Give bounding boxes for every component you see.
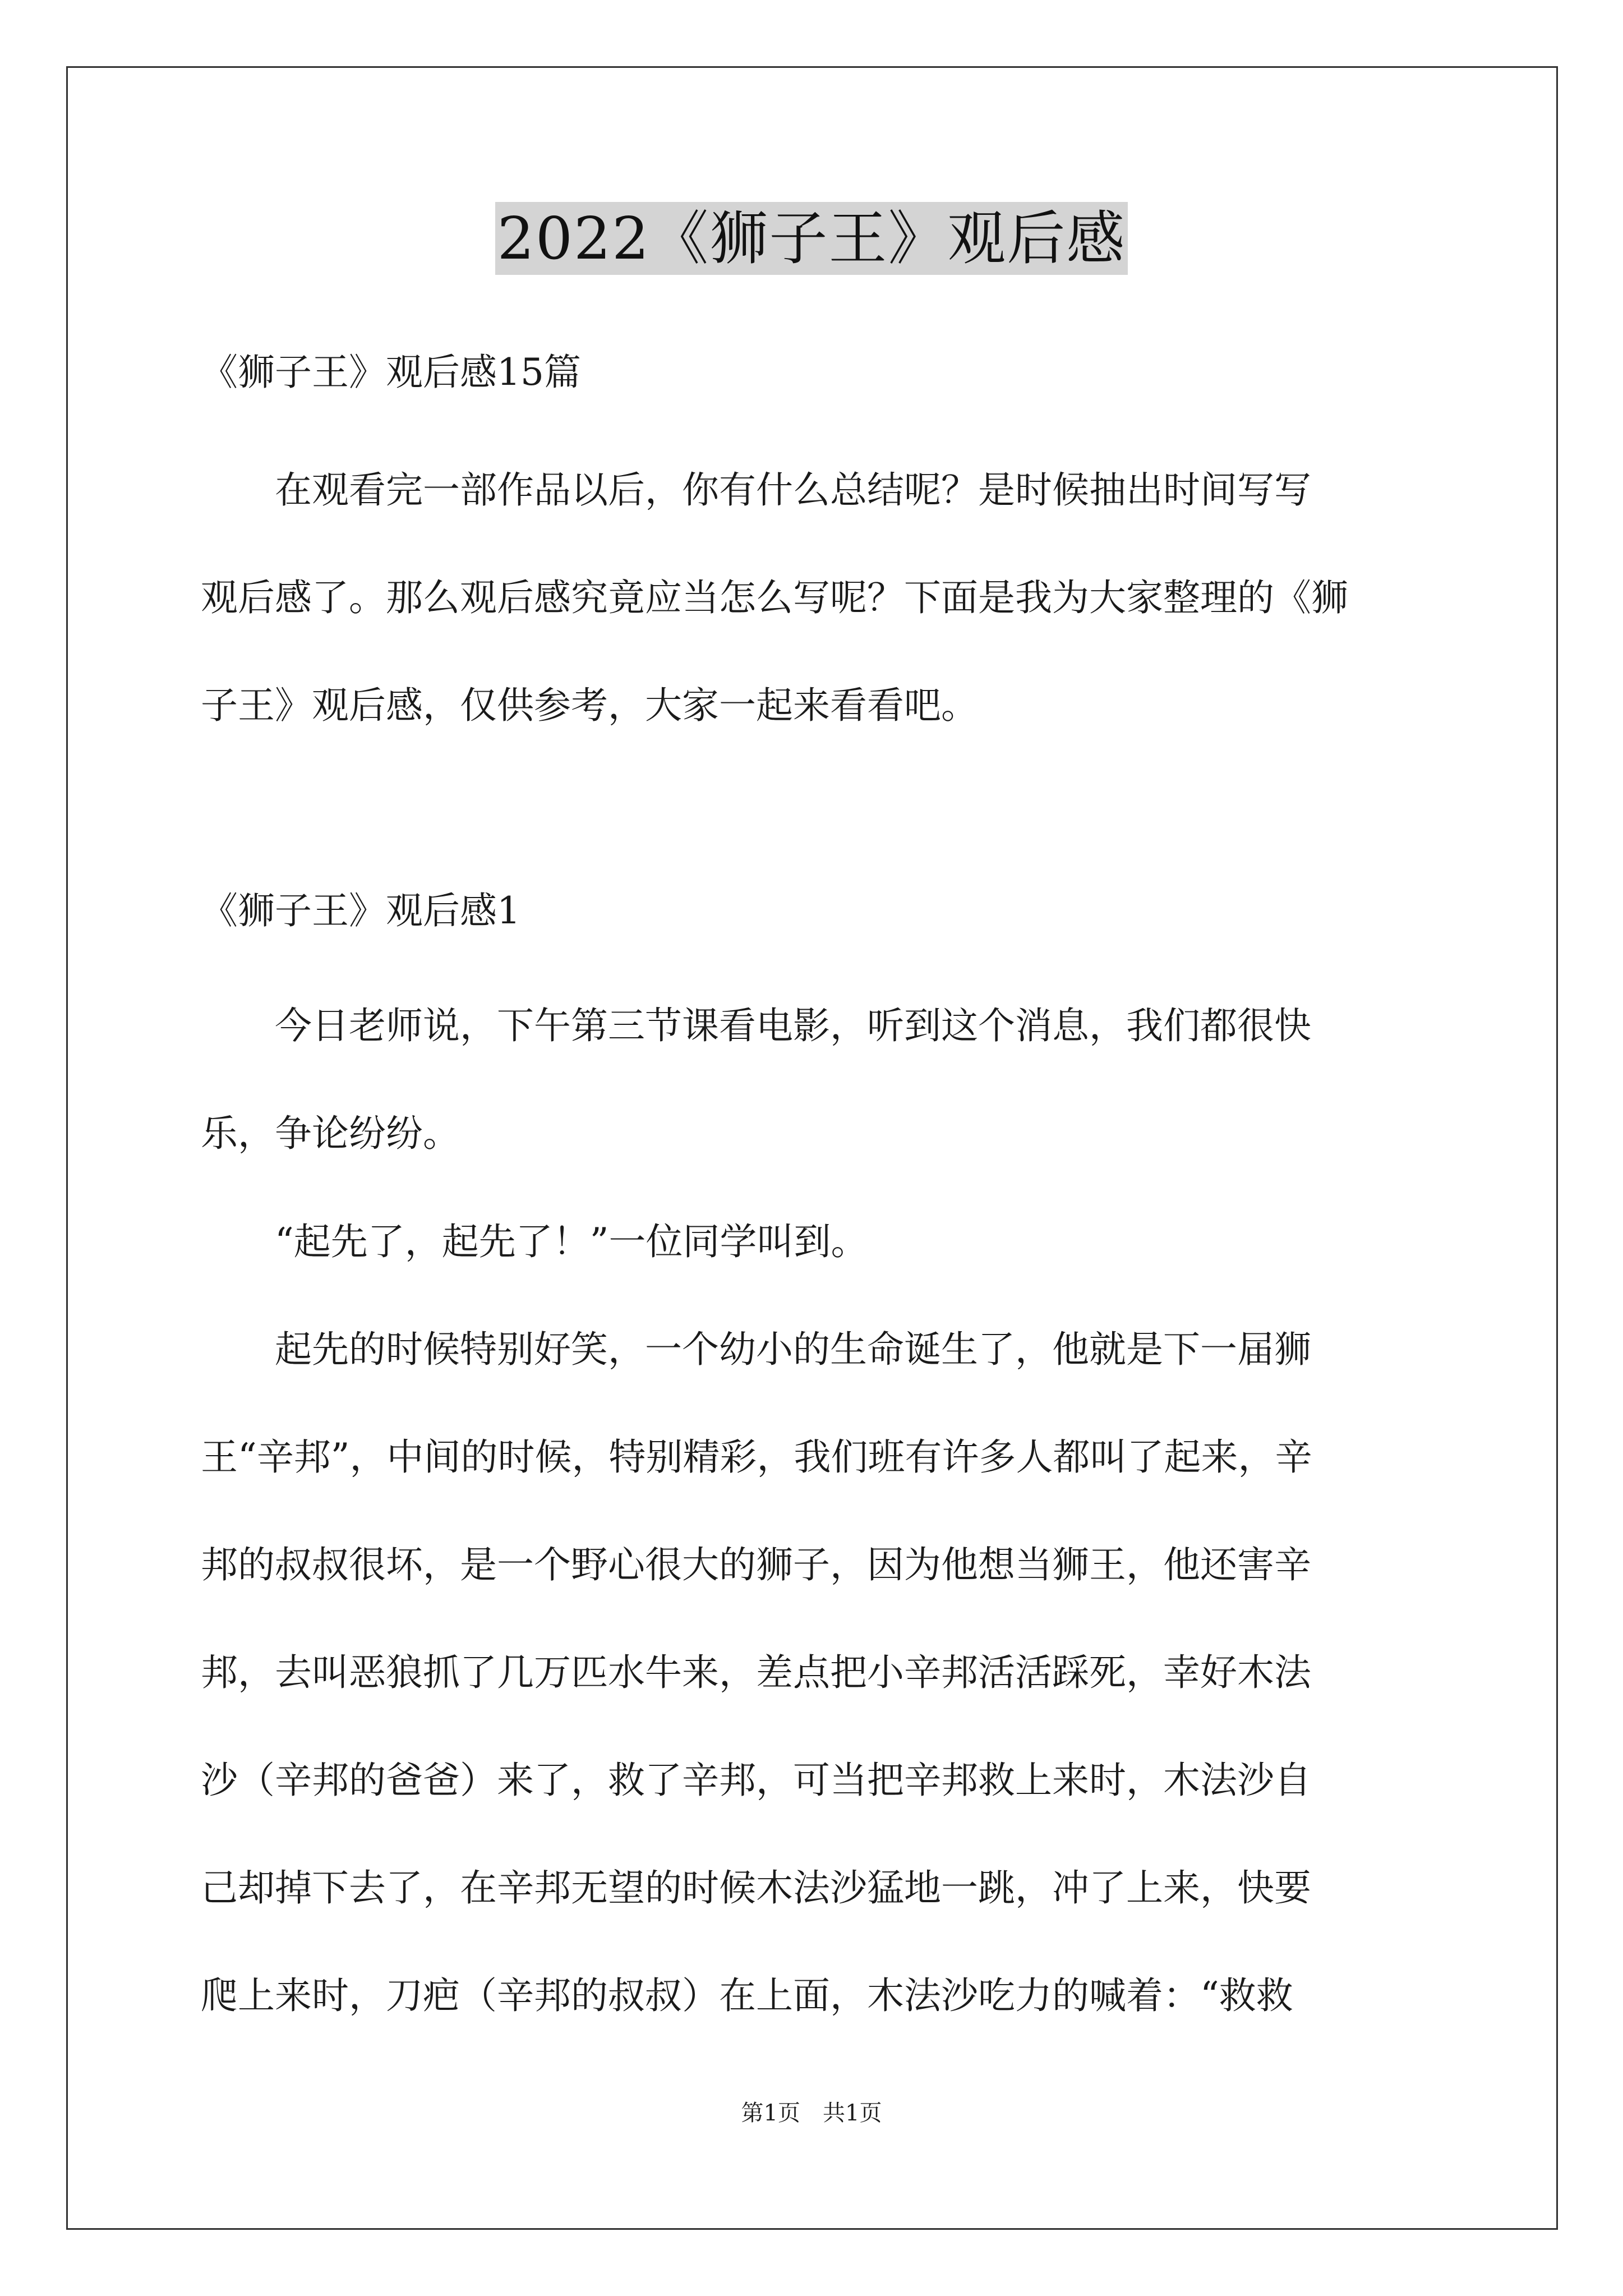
paragraph-line: 邦的叔叔很坏，是一个野心很大的狮子，因为他想当狮王，他还害辛 <box>201 1543 1311 1586</box>
title-container <box>0 202 1623 275</box>
paragraph-line: 己却掉下去了，在辛邦无望的时候木法沙猛地一跳，冲了上来，快要 <box>201 1866 1311 1910</box>
paragraph-line: 沙（辛邦的爸爸）来了，救了辛邦，可当把辛邦救上来时，木法沙自 <box>201 1759 1311 1802</box>
paragraph-line: 今日老师说，下午第三节课看电影，听到这个消息，我们都很快 <box>201 1004 1311 1047</box>
subtitle-heading: 《狮子王》观后感15篇 <box>201 351 581 394</box>
paragraph-line: 爬上来时，刀疤（辛邦的叔叔）在上面，木法沙吃力的喊着：“救救 <box>201 1974 1293 2017</box>
paragraph-line: 观后感了。那么观后感究竟应当怎么写呢？下面是我为大家整理的《狮 <box>201 576 1348 619</box>
paragraph-line: 在观看完一部作品以后，你有什么总结呢？是时候抽出时间写写 <box>201 468 1311 512</box>
document-title: 2022《狮子王》观后感 <box>495 202 1128 275</box>
paragraph-line: 邦，去叫恶狼抓了几万匹水牛来，差点把小辛邦活活踩死，幸好木法 <box>201 1651 1311 1694</box>
section-heading: 《狮子王》观后感1 <box>201 889 520 932</box>
paragraph-line: 王“辛邦”，中间的时候，特别精彩，我们班有许多人都叫了起来，辛 <box>201 1435 1312 1479</box>
page-footer: 第1页 共1页 <box>741 2100 882 2126</box>
paragraph-line: 起先的时候特别好笑，一个幼小的生命诞生了，他就是下一届狮 <box>201 1328 1311 1371</box>
paragraph-line: “起先了，起先了！”一位同学叫到。 <box>201 1220 868 1263</box>
paragraph-line: 乐，争论纷纷。 <box>201 1112 460 1155</box>
paragraph-line: 子王》观后感，仅供参考，大家一起来看看吧。 <box>201 684 978 727</box>
